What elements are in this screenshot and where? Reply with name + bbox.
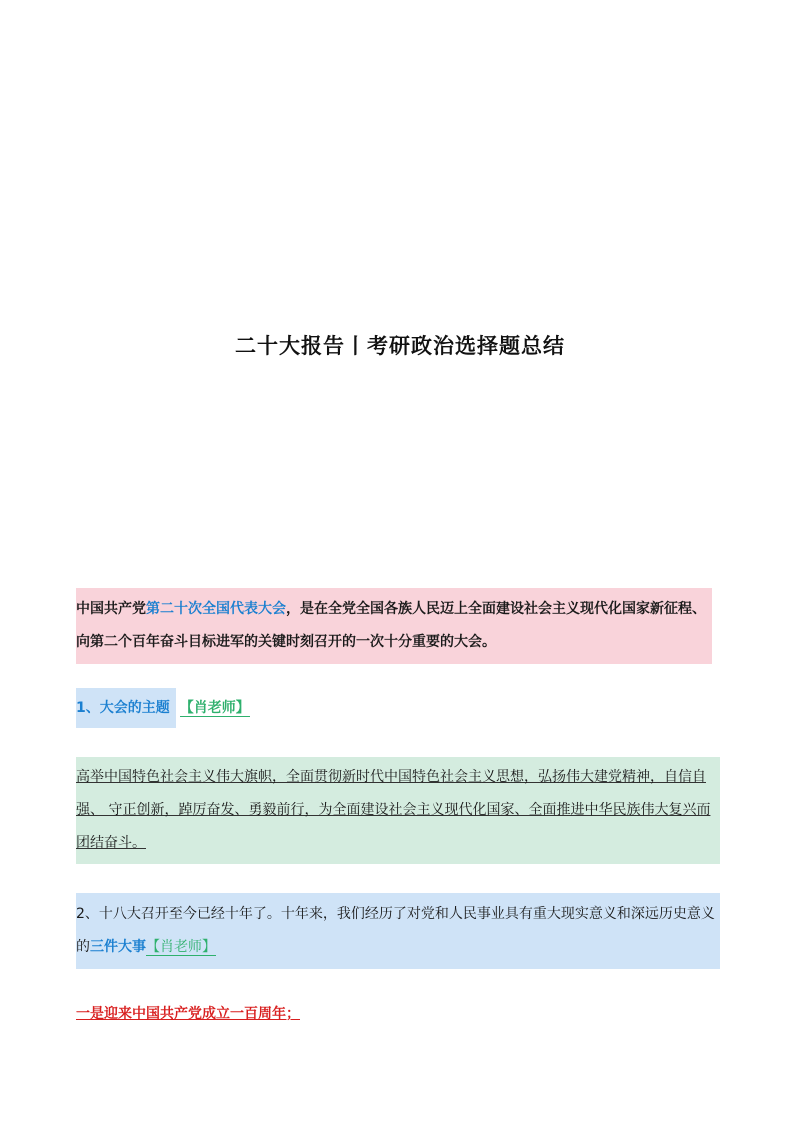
section2-body: 2、十八大召开至今已经十年了。十年来，我们经历了对党和人民事业具有重大现实意义和深远历史意义的 <box>76 906 715 955</box>
section1-heading: 1、大会的主题 <box>76 688 176 728</box>
section1-body <box>76 757 720 864</box>
document-title: 二十大报告丨考研政治选择题总结 <box>235 334 565 358</box>
section1-body-text: 高举中国特色社会主义伟大旗帜，全面贯彻新时代中国特色社会主义思想，弘扬伟大建党精神，自信自强、 守正创新，踔厉奋发、勇毅前行，为全面建设社会主义现代化国家、全面推进中华民族伟大复兴而团结奋斗。 <box>76 769 711 851</box>
intro-highlight: 第二十次全国代表大会 <box>146 601 286 617</box>
section1-heading-row <box>76 688 250 728</box>
item1-text: 一是迎来中国共产党成立一百周年； <box>76 1006 300 1022</box>
intro-paragraph <box>76 588 712 664</box>
section2-highlight: 三件大事 <box>90 939 146 955</box>
intro-suffix: ，是在全党全国各族人民迈上全面建设社会主义现代化国家新征程、向第二个百年奋斗目标进军的关键时刻召开的一次十分重要的大会。 <box>76 601 706 650</box>
section2-paragraph <box>76 893 720 969</box>
section2-tag: 【肖老师】 <box>146 939 216 955</box>
section1-tag: 【肖老师】 <box>179 700 250 716</box>
intro-prefix: 中国共产党 <box>76 601 146 617</box>
